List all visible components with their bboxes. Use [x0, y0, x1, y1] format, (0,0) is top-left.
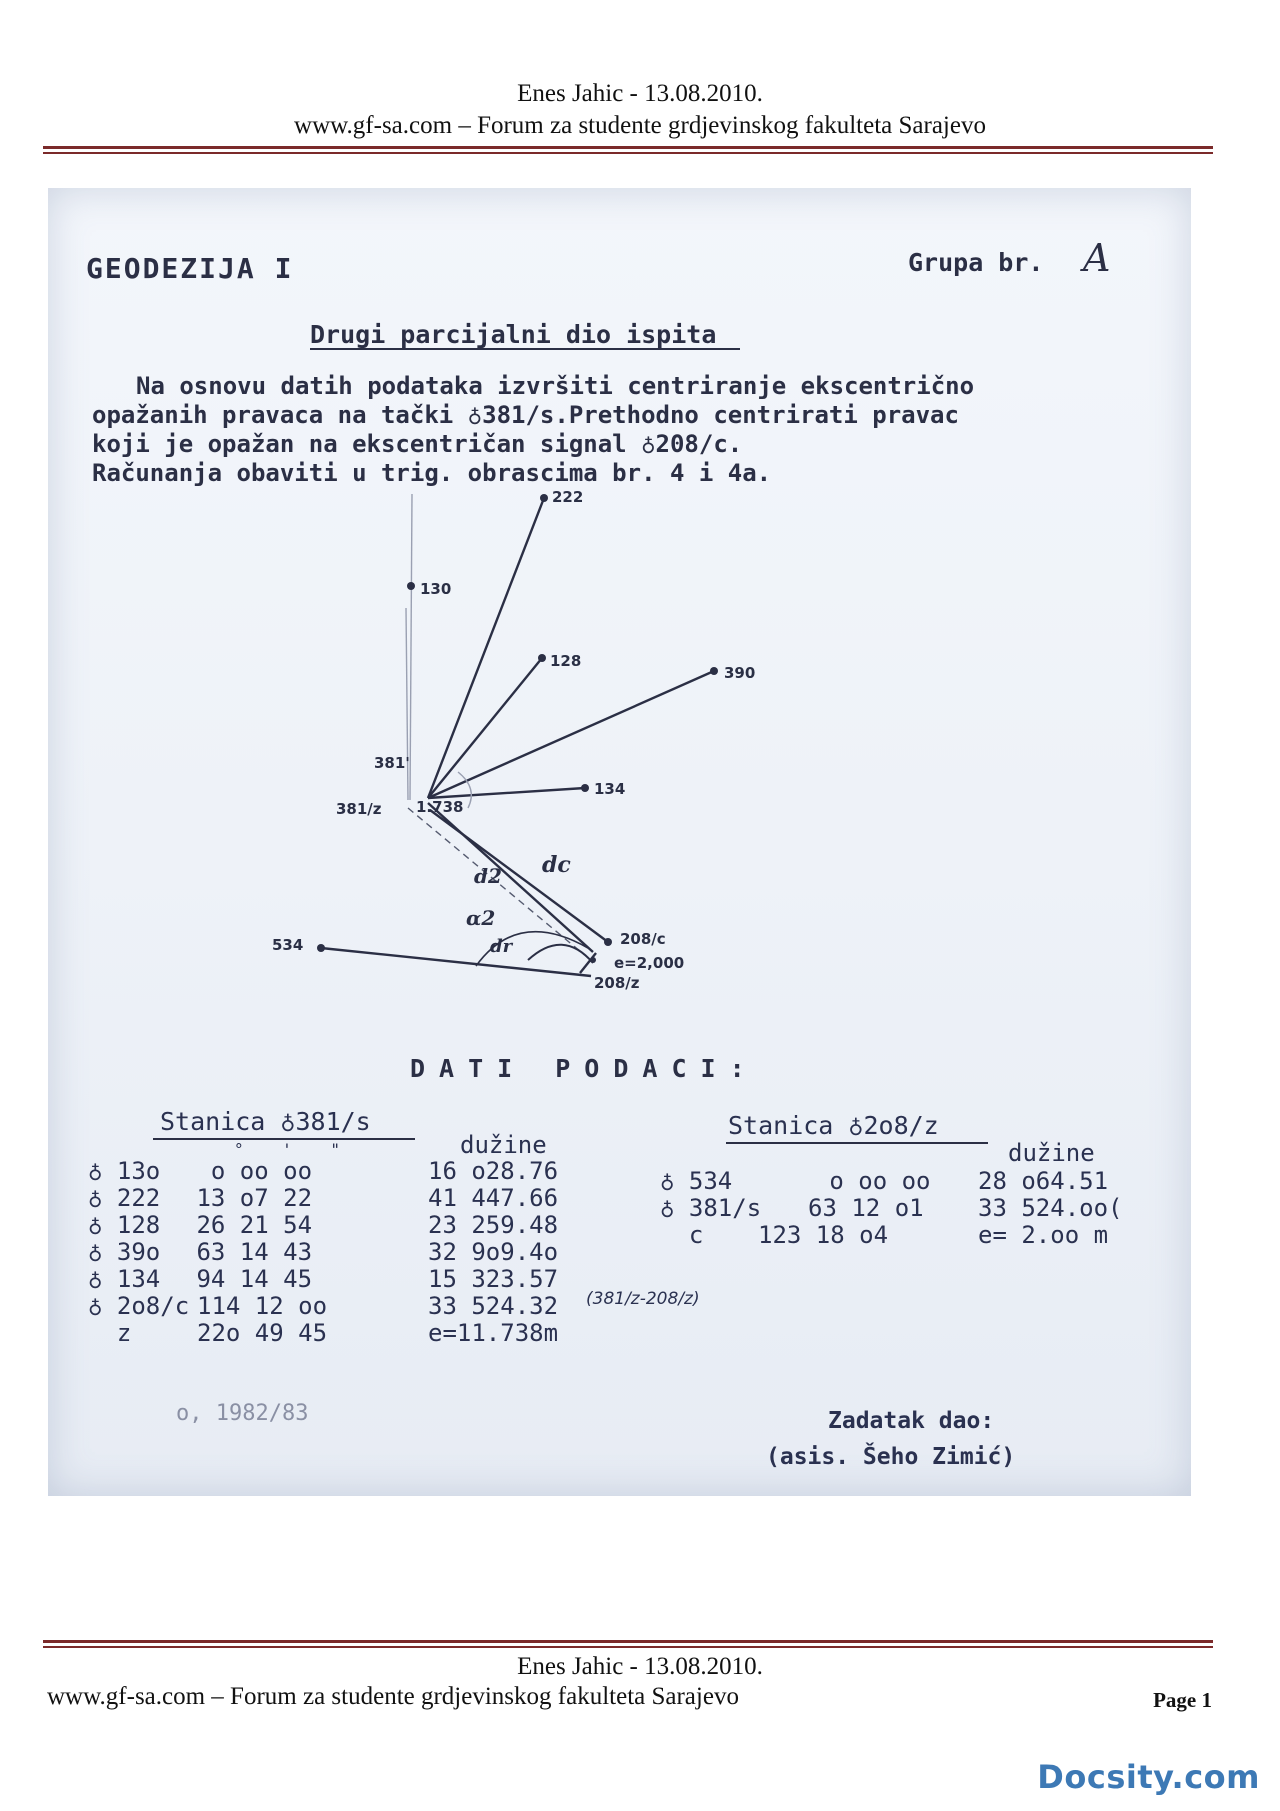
station1-angle-6: 114 12 oo — [197, 1292, 328, 1320]
assistant-name: (asis. Šeho Zimić) — [766, 1444, 1016, 1470]
station1-point-3: ♁ 128 — [88, 1211, 161, 1239]
point-marker-222 — [540, 494, 548, 502]
station1-length-3: 23 259.48 — [428, 1211, 559, 1239]
station1-angle-1: o oo oo — [182, 1157, 313, 1185]
station1-point-2: ♁ 222 — [88, 1184, 161, 1212]
station2-point-2: ♁ 381/s — [660, 1194, 762, 1222]
header-rule — [43, 146, 1213, 154]
station1-length-4: 32 9o9.4o — [428, 1238, 559, 1266]
direction-line-128 — [428, 658, 542, 798]
page-number: Page 1 — [1153, 1688, 1212, 1712]
label-381z: 381/z — [336, 800, 382, 818]
point-marker-208c — [604, 938, 612, 946]
header-website: www.gf-sa.com – Forum za studente grdjevinskog fakulteta Sarajevo — [294, 112, 986, 139]
scanned-exam-sheet — [48, 188, 1191, 1496]
station2-length-2: 33 524.oo( — [978, 1194, 1123, 1222]
subject-title: GEODEZIJA I — [86, 252, 294, 285]
label-dc: dc — [542, 852, 571, 878]
station1-point-4: ♁ 39o — [88, 1238, 161, 1266]
station1-length-7: e=11.738m — [428, 1319, 559, 1347]
task-line-4: Računanja obaviti u trig. obrascima br. 4 i 4a. — [92, 459, 772, 487]
station2-angle-1: o oo oo — [786, 1167, 931, 1195]
exam-title: Drugi parcijalni dio ispita — [310, 320, 717, 349]
station2-point-1: ♁ 534 — [660, 1167, 733, 1195]
station1-point-6: ♁ 2o8/c — [88, 1292, 190, 1320]
station1-length-6: 33 524.32 — [428, 1292, 559, 1320]
given-data-heading: DATI PODACI: — [410, 1054, 759, 1083]
label-381-prime: 381' — [374, 754, 410, 772]
point-marker-208z — [590, 957, 596, 963]
point-marker-134 — [581, 784, 589, 792]
task-line-3: koji je opažan na ekscentričan signal ♁208/c. — [92, 430, 743, 458]
station1-angle-5: 94 14 45 — [182, 1265, 313, 1293]
station1-length-1: 16 o28.76 — [428, 1157, 559, 1185]
station2-point-3: c — [660, 1221, 704, 1249]
header-author-date: Enes Jahic - 13.08.2010. — [517, 80, 763, 107]
station1-point-1: ♁ 13o — [88, 1157, 161, 1185]
label-d2: d2 — [474, 864, 502, 888]
point-marker-390 — [710, 667, 718, 675]
task-line-2: opažanih pravaca na tački ♁381/s.Prethodno centrirati pravac — [92, 401, 959, 429]
direction-line-534 — [321, 948, 591, 976]
label-eccentricity-381: 1.738 — [416, 798, 464, 816]
station1-angle-2: 13 o7 22 — [182, 1184, 313, 1212]
faint-north-line — [410, 494, 412, 800]
station1-units: ° ' " — [234, 1140, 340, 1159]
point-marker-534 — [317, 944, 325, 952]
station1-point-5: ♁ 134 — [88, 1265, 161, 1293]
assigned-by-label: Zadatak dao: — [828, 1408, 995, 1434]
label-134: 134 — [594, 780, 626, 798]
station1-point-7: z — [88, 1319, 132, 1347]
station1-note: (381/z-208/z) — [586, 1289, 700, 1309]
label-208z: 208/z — [594, 974, 640, 992]
footer-website: www.gf-sa.com – Forum za studente grdjevinskog fakulteta Sarajevo — [47, 1683, 739, 1710]
label-128: 128 — [550, 652, 582, 670]
station1-angle-4: 63 14 43 — [182, 1238, 313, 1266]
label-222: 222 — [552, 488, 584, 506]
footer-rule — [43, 1640, 1213, 1648]
station1-lengths-header: dužine — [460, 1131, 547, 1159]
station1-length-5: 15 323.57 — [428, 1265, 559, 1293]
label-390: 390 — [724, 664, 756, 682]
label-534: 534 — [272, 936, 304, 954]
label-eccentricity-208: e=2,000 — [614, 954, 685, 972]
docsity-watermark[interactable]: Docsity.com — [1037, 1758, 1260, 1796]
footer-author-date: Enes Jahic - 13.08.2010. — [517, 1653, 763, 1680]
point-marker-128 — [538, 654, 546, 662]
station2-underline — [726, 1142, 988, 1144]
label-dr: dr — [490, 936, 513, 957]
station2-angle-2: 63 12 o1 — [808, 1194, 924, 1222]
point-marker-130 — [407, 582, 415, 590]
label-130: 130 — [420, 580, 452, 598]
label-alpha2: α2 — [466, 906, 496, 930]
station2-length-3: e= 2.oo m — [978, 1221, 1109, 1249]
station2-title: Stanica ♁2o8/z — [728, 1111, 939, 1140]
station1-angle-3: 26 21 54 — [182, 1211, 313, 1239]
group-value: A — [1083, 236, 1111, 280]
station2-lengths-header: dužine — [1008, 1139, 1095, 1167]
station1-length-2: 41 447.66 — [428, 1184, 559, 1212]
label-208c: 208/c — [620, 930, 666, 948]
faint-date-stamp: o, 1982/83 — [176, 1401, 309, 1426]
station1-angle-7: 22o 49 45 — [197, 1319, 328, 1347]
direction-line-134 — [428, 788, 585, 798]
group-label: Grupa br. — [908, 248, 1044, 277]
station2-angle-3: 123 18 o4 — [758, 1221, 889, 1249]
station1-title: Stanica ♁381/s — [160, 1107, 371, 1136]
task-line-1: Na osnovu datih podataka izvršiti centriranje ekscentrično — [136, 372, 975, 400]
station2-length-1: 28 o64.51 — [978, 1167, 1109, 1195]
